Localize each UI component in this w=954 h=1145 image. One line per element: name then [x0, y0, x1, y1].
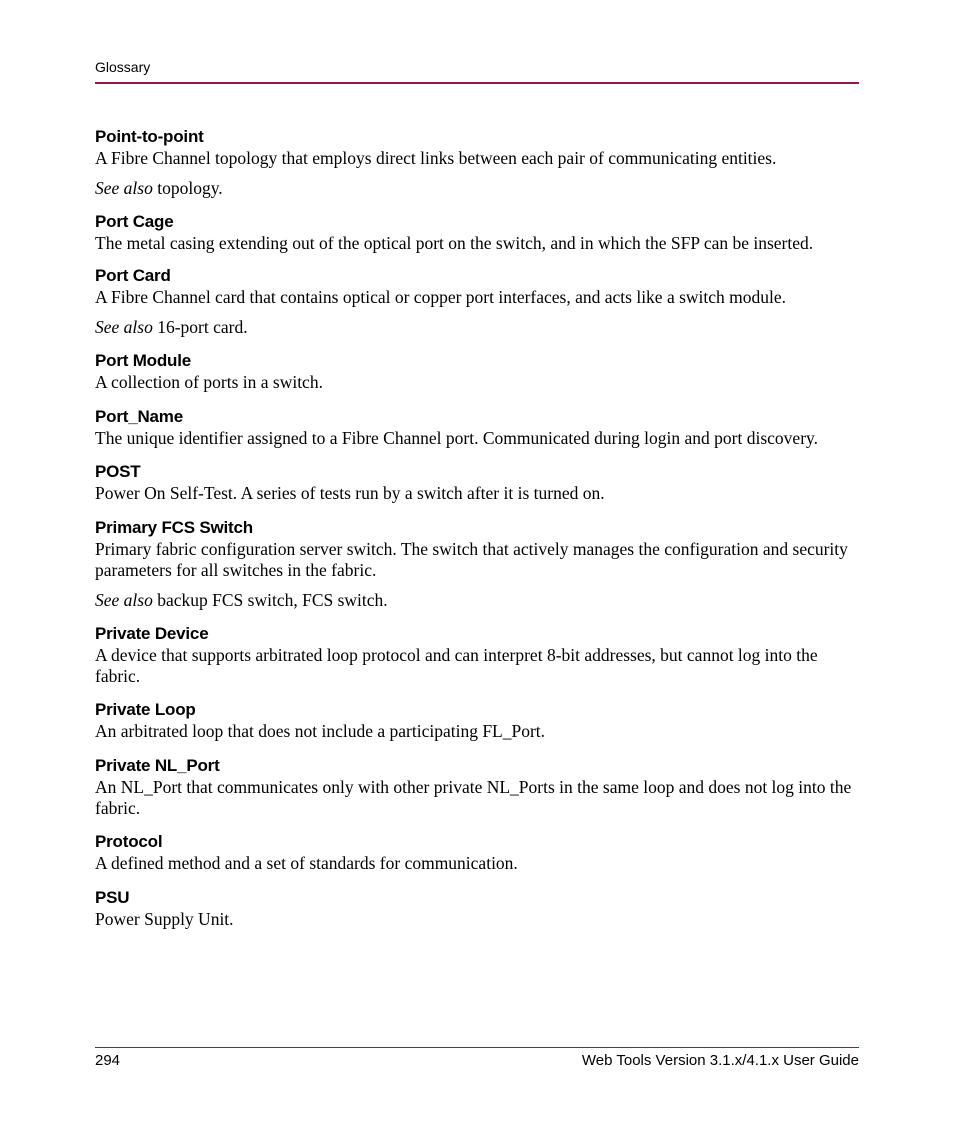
glossary-entry	[95, 699, 859, 742]
glossary-entry	[95, 406, 859, 449]
see-also	[95, 590, 859, 611]
glossary-definition: An arbitrated loop that does not include a participating FL_Port.	[95, 721, 546, 741]
glossary-entry	[95, 623, 859, 687]
glossary-entry	[95, 831, 859, 874]
see-also-text: 16-port card.	[152, 317, 248, 337]
see-also	[95, 178, 859, 199]
glossary-definition: Power Supply Unit.	[95, 909, 234, 929]
glossary-entry	[95, 126, 859, 199]
see-also	[95, 317, 859, 338]
glossary-entry	[95, 461, 859, 504]
glossary-term: Primary FCS Switch	[95, 518, 253, 537]
glossary-definition: The metal casing extending out of the optical port on the switch, and in which the SFP can be inserted.	[95, 233, 814, 253]
glossary-definition: Primary fabric configuration server switch. The switch that actively manages the configuration and security parameters for all switches in the fabric.	[95, 539, 848, 580]
glossary-term: Private Loop	[95, 700, 196, 719]
glossary-entry	[95, 211, 859, 254]
glossary-definition: Power On Self-Test. A series of tests run by a switch after it is turned on.	[95, 483, 605, 503]
glossary-definition: A Fibre Channel topology that employs direct links between each pair of communicating entities.	[95, 148, 777, 168]
glossary-list	[95, 126, 859, 930]
see-also-label: See also	[95, 178, 153, 198]
page-number: 294	[95, 1052, 121, 1069]
glossary-entry	[95, 265, 859, 338]
glossary-entry	[95, 887, 859, 930]
glossary-entry	[95, 755, 859, 819]
glossary-definition: An NL_Port that communicates only with other private NL_Ports in the same loop and does not log into the fabric.	[95, 777, 852, 818]
see-also-label: See also	[95, 317, 153, 337]
see-also-text: backup FCS switch, FCS switch.	[152, 590, 388, 610]
glossary-term: Protocol	[95, 832, 163, 851]
running-header: Glossary	[95, 59, 151, 75]
glossary-term: Private NL_Port	[95, 756, 220, 775]
glossary-definition: A Fibre Channel card that contains optical or copper port interfaces, and acts like a switch module.	[95, 287, 787, 307]
glossary-definition: A defined method and a set of standards for communication.	[95, 853, 518, 873]
header-rule	[95, 82, 859, 84]
see-also-label: See also	[95, 590, 153, 610]
glossary-term: Port Card	[95, 266, 171, 285]
glossary-term: PSU	[95, 888, 130, 907]
glossary-term: POST	[95, 462, 141, 481]
glossary-term: Port Cage	[95, 212, 174, 231]
glossary-term: Private Device	[95, 624, 209, 643]
glossary-term: Port_Name	[95, 407, 183, 426]
glossary-term: Point-to-point	[95, 127, 204, 146]
glossary-term: Port Module	[95, 351, 192, 370]
glossary-definition: A device that supports arbitrated loop protocol and can interpret 8-bit addresses, but cannot log into the fabric.	[95, 645, 818, 686]
see-also-text: topology.	[152, 178, 223, 198]
glossary-entry	[95, 350, 859, 393]
glossary-entry	[95, 517, 859, 611]
document-title: Web Tools Version 3.1.x/4.1.x User Guide	[581, 1052, 859, 1069]
glossary-definition: A collection of ports in a switch.	[95, 372, 323, 392]
footer-rule	[95, 1047, 859, 1048]
glossary-definition: The unique identifier assigned to a Fibre Channel port. Communicated during login and port discovery.	[95, 428, 819, 448]
